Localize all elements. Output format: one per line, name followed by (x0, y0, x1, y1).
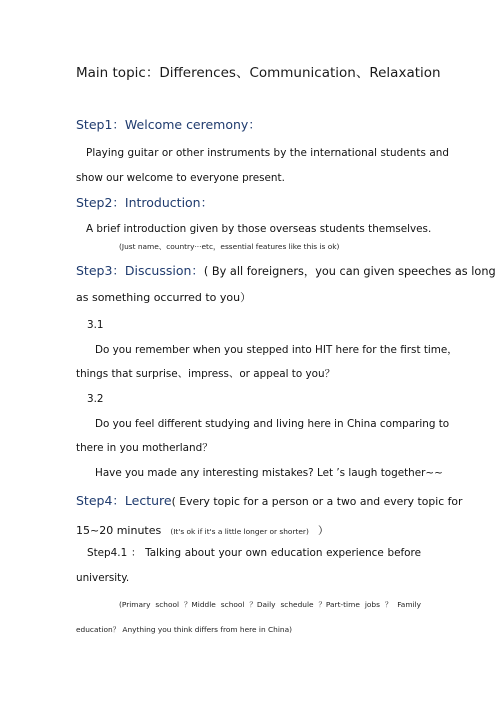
step2-note: (Just name、country···etc，essential features like this is ok) (119, 242, 340, 251)
step3-heading-line (76, 262, 496, 278)
section-4-1-line2: university. (76, 572, 130, 584)
word: school (220, 600, 245, 609)
section-4-1-note-line2: education？ Anything you think differs from here in China) (76, 625, 293, 634)
step4-heading-rest: ( Every topic for a person or a two and every topic for (171, 495, 463, 508)
step4-heading-line (76, 492, 462, 508)
section-3-2-line2: there in you motherland？ (76, 442, 213, 454)
step4-heading-line2 (76, 521, 328, 537)
word: ： (130, 547, 142, 559)
section-3-1-line2: things that surprise、impress、or appeal to you？ (76, 368, 335, 380)
word: school (155, 600, 180, 609)
step1-line2: show our welcome to everyone present. (76, 172, 285, 184)
section-3-1-line1: Do you remember when you stepped into HIT here for the first time， (95, 344, 458, 356)
section-3-2-number: 3.2 (87, 393, 104, 405)
step3-heading: Step3：Discussion： (76, 263, 204, 278)
word: about (184, 547, 215, 559)
word: ？Middle (184, 600, 216, 609)
section-4-1-line1 (87, 548, 421, 558)
word: jobs (364, 600, 380, 609)
section-3-2-line1: Do you feel different studying and living here in China comparing to (95, 418, 450, 430)
section-4-1-note-line1 (119, 601, 421, 608)
step2-line1: A brief introduction given by those overseas students themselves. (86, 223, 432, 235)
word: Family (397, 600, 421, 609)
step4-heading: Step4：Lecture (76, 493, 172, 508)
word: ？Part-time (318, 600, 360, 609)
section-3-1-number: 3.1 (87, 319, 104, 331)
word: ？Daily (249, 600, 276, 609)
word: Talking (145, 547, 182, 559)
step1-heading: Step1：Welcome ceremony： (76, 117, 261, 132)
word: before (387, 547, 421, 559)
section-3-2-line3: Have you made any interesting mistakes? Let ’s laugh together~~ (95, 467, 443, 479)
step2-heading: Step2：Introduction： (76, 195, 214, 210)
word: own (245, 547, 268, 559)
page-title: Main topic：Differences、Communication、Relaxation (76, 65, 441, 81)
word: your (218, 547, 242, 559)
step3-heading-rest: ( By all foreigners，you can given speeches as long (203, 265, 496, 278)
word: experience (326, 547, 384, 559)
word: Step4.1 (87, 547, 128, 559)
word: education (270, 547, 323, 559)
word: (Primary (119, 600, 151, 609)
step4-close-paren: ） (317, 525, 329, 537)
step4-duration: 15~20 minutes (76, 524, 162, 537)
step1-line1: Playing guitar or other instruments by the international students and (86, 147, 450, 159)
step4-duration-note: (It's ok if it's a little longer or shorter) (170, 527, 309, 536)
word: ？ (384, 600, 393, 609)
step3-heading-line2: as something occurred to you） (76, 291, 252, 304)
word: schedule (280, 600, 314, 609)
